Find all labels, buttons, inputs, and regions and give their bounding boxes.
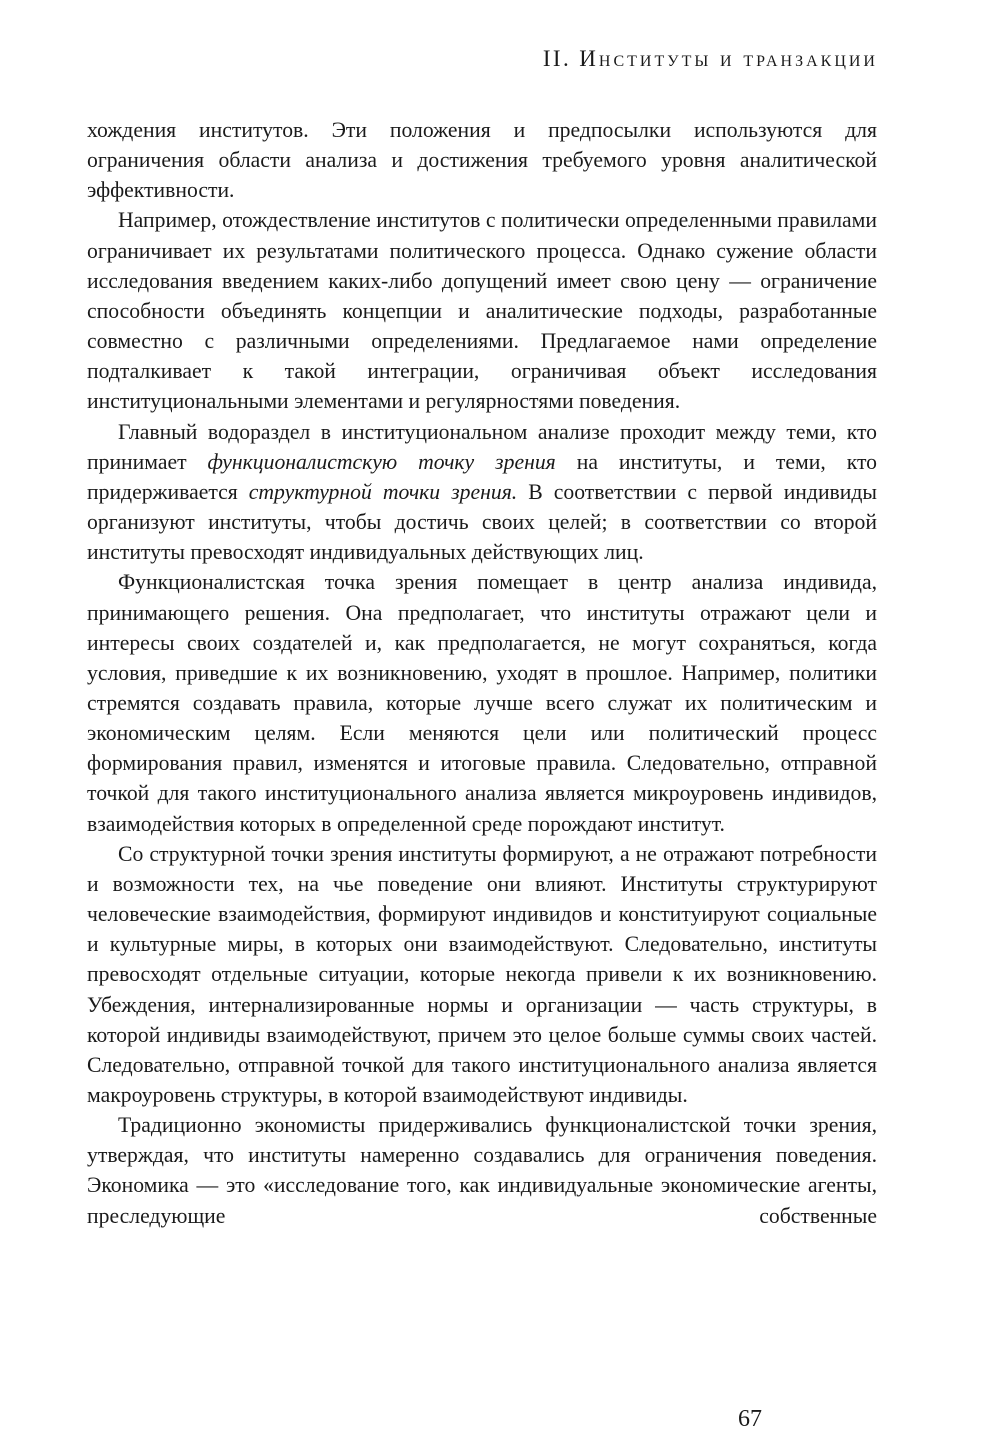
paragraph-3-part-2: на институты, и теми, кто придерживается	[87, 449, 877, 504]
running-head	[543, 46, 878, 72]
functionalist-view-term: функционалистскую точку зрения	[207, 449, 556, 474]
paragraph-4: Функционалистская точка зрения помещает в центр анализа индивида, принимающего решения. Она предполагает, что институты отражают цели и интересы своих создателей и, как предполагается, не могут сохраняться, когда условия, приведшие к их возникновению, уходят в прошлое. Например, политики стремятся создавать правила, которые лучше всего служат их политическим и экономическим целям. Если меняются цели или политический процесс формирования правил, изменятся и итоговые правила. Следовательно, отправной точкой для такого институционального анализа является микроуровень индивидов, взаимодействия которых в определенной среде порождают институт.	[87, 570, 877, 836]
paragraph-3-part-3: В соответствии с первой индивиды организуют институты, чтобы достичь своих целей; в соответствии со второй институты превосходят индивидуальных действующих лиц.	[87, 479, 877, 565]
paragraph-1: хождения институтов. Эти положения и предпосылки используются для ограничения области анализа и достижения требуемого уровня аналитической эффективности.	[87, 118, 877, 203]
paragraph-3-part-1: Главный водораздел в институциональном анализе проходит между теми, кто принимает	[87, 419, 877, 474]
paragraph-5: Со структурной точки зрения институты формируют, а не отражают потребности и возможности тех, на чье поведение они влияют. Институты структурируют человеческие взаимодействия, формируют индивидов и конституируют социальные и культурные миры, в которых они взаимодействуют. Следовательно, институты превосходят отдельные ситуации, которые некогда привели к их возникновению. Убеждения, интернализированные нормы и организации — часть структуры, в которой индивиды взаимодействуют, причем это целое больше суммы своих частей. Следовательно, отправной точкой для такого институционального анализа является макроуровень структуры, в которой взаимодействуют индивиды.	[87, 841, 877, 1107]
structural-view-term: структурной точки зрения.	[248, 479, 518, 504]
body-text	[87, 115, 877, 1231]
paragraph-2: Например, отождествление институтов с политически определенными правилами ограничивает их результатами политического процесса. Однако сужение области исследования введением каких-либо допущений имеет свою цену — ограничение способности объединять концепции и аналитические подходы, разработанные совместно с различными определениями. Предлагаемое нами определение подталкивает к такой интеграции, ограничивая объект исследования институциональными элементами и регулярностями поведения.	[87, 208, 877, 414]
paragraph-6: Традиционно экономисты придерживались функционалистской точки зрения, утверждая, что институты намеренно создавались для ограничения поведения. Экономика — это «исследование того, как индивидуальные экономические агенты, преследующие собственные	[87, 1113, 877, 1228]
page-number: 67	[738, 1406, 762, 1432]
section-number: II.	[542, 46, 572, 71]
paragraph-3	[87, 417, 877, 568]
section-title: Институты и транзакции	[579, 46, 878, 71]
